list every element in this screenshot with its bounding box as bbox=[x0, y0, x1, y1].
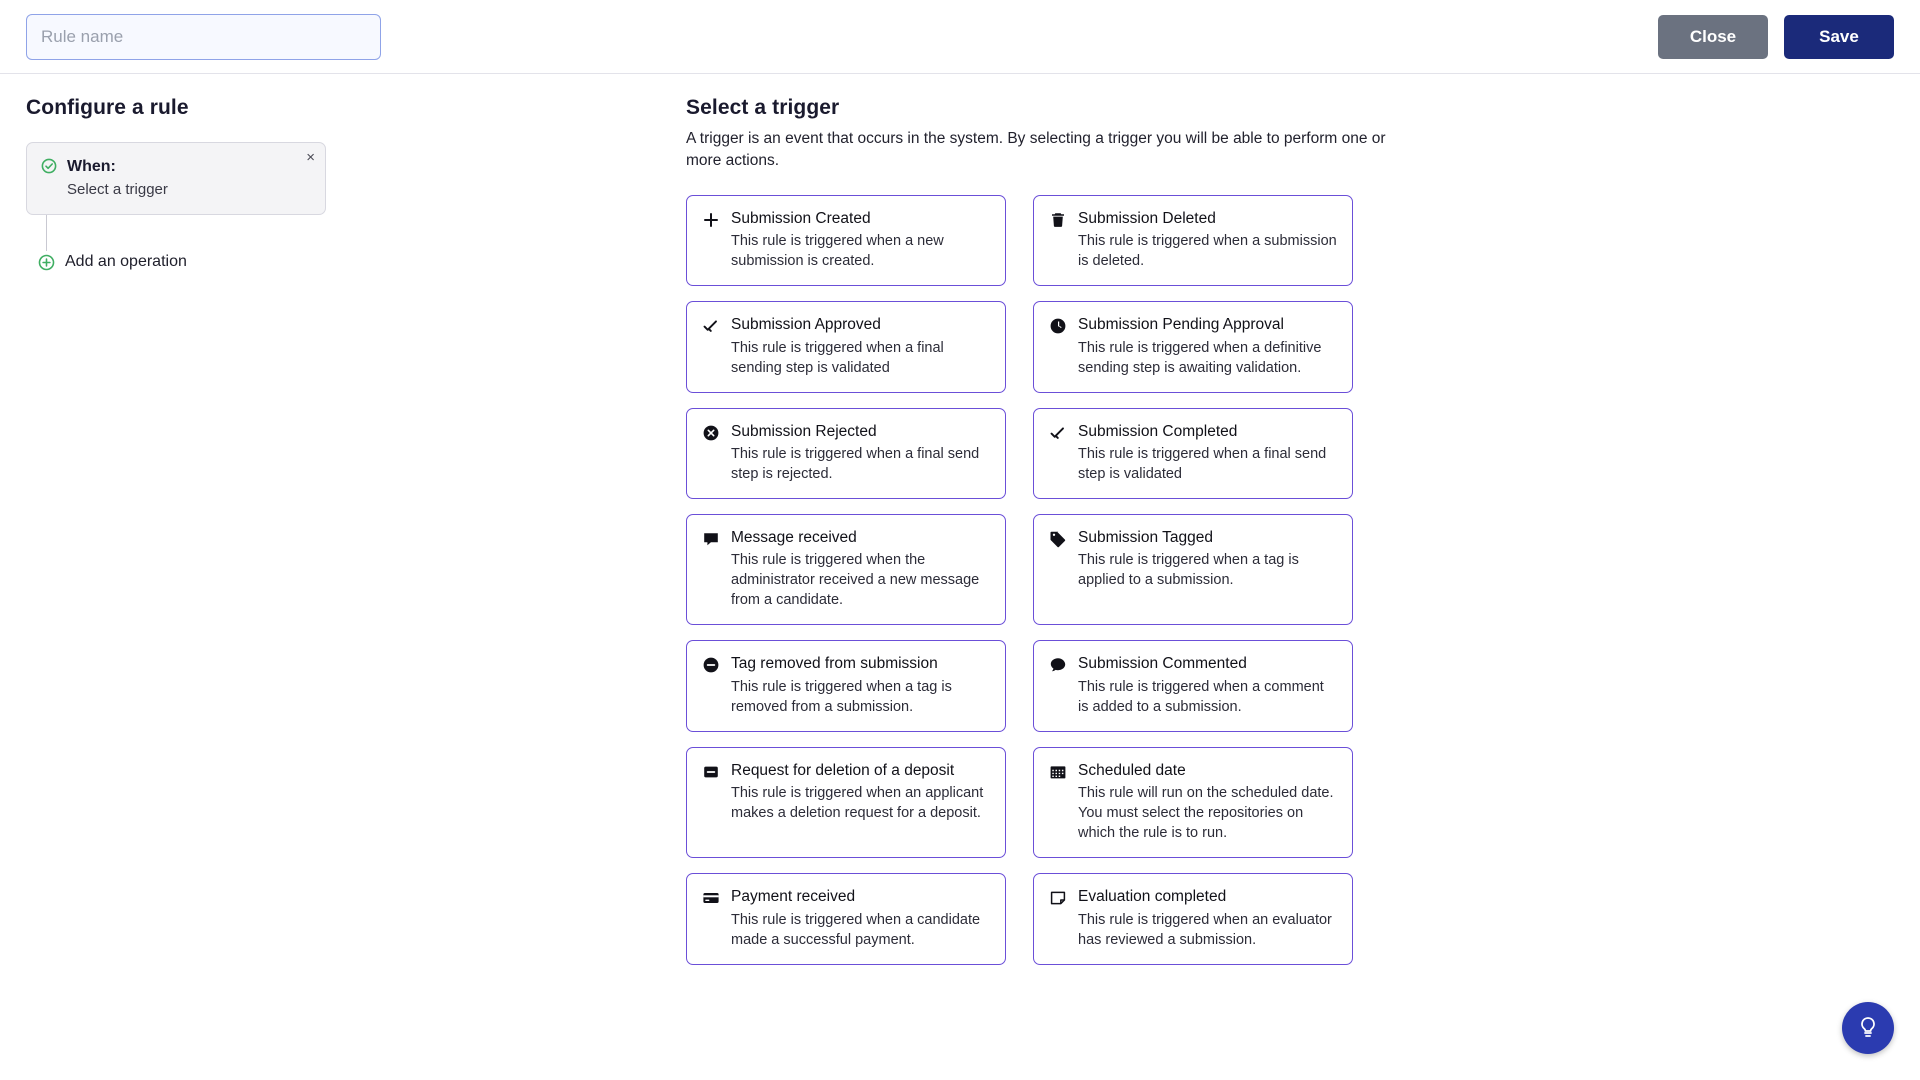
circle-x-icon bbox=[702, 424, 720, 442]
trigger-title: Submission Created bbox=[731, 209, 871, 227]
comment-icon bbox=[702, 530, 720, 548]
when-trigger-card[interactable] bbox=[26, 142, 326, 215]
trigger-body: This rule is triggered when a definitive sending step is awaiting validation. bbox=[1078, 339, 1322, 376]
note-icon bbox=[1049, 889, 1067, 907]
configure-rule-title: Configure a rule bbox=[26, 96, 189, 119]
close-button[interactable]: Close bbox=[1658, 15, 1768, 59]
trigger-title: Submission Rejected bbox=[731, 422, 877, 440]
credit-card-icon bbox=[702, 889, 720, 907]
save-button[interactable]: Save bbox=[1784, 15, 1894, 59]
trigger-body: This rule is triggered when a submission is deleted. bbox=[1078, 233, 1337, 270]
top-toolbar bbox=[0, 0, 1920, 74]
check-double-icon bbox=[1049, 424, 1067, 442]
when-label: When: bbox=[67, 158, 116, 175]
trigger-body: This rule is triggered when a tag is applied to a submission. bbox=[1078, 552, 1299, 589]
trigger-card-scheduled-date[interactable] bbox=[1033, 747, 1353, 858]
trigger-body: This rule is triggered when a comment is added to a submission. bbox=[1078, 678, 1324, 715]
tag-icon bbox=[1049, 530, 1067, 548]
trigger-card-evaluation-completed[interactable] bbox=[1033, 873, 1353, 964]
trigger-body: This rule is triggered when the administrator received a new message from a candidate. bbox=[731, 552, 980, 609]
trigger-card-payment-received[interactable] bbox=[686, 873, 1006, 964]
check-circle-icon bbox=[41, 158, 57, 174]
trigger-body: This rule is triggered when a final sending step is validated bbox=[731, 339, 944, 376]
trigger-card-submission-approved[interactable] bbox=[686, 301, 1006, 392]
trigger-title: Submission Tagged bbox=[1078, 529, 1213, 547]
trigger-title: Message received bbox=[731, 529, 857, 547]
check-double-icon bbox=[702, 317, 720, 335]
lightbulb-icon bbox=[1856, 1015, 1880, 1042]
trigger-card-submission-completed[interactable] bbox=[1033, 408, 1353, 499]
trigger-card-submission-tagged[interactable] bbox=[1033, 514, 1353, 625]
trigger-card-message-received[interactable] bbox=[686, 514, 1006, 625]
trash-icon bbox=[1049, 211, 1067, 229]
trigger-title: Scheduled date bbox=[1078, 761, 1186, 779]
trigger-body: This rule is triggered when an evaluator has reviewed a submission. bbox=[1078, 911, 1332, 948]
trigger-title: Submission Deleted bbox=[1078, 209, 1216, 227]
trigger-card-submission-commented[interactable] bbox=[1033, 640, 1353, 731]
toolbar-actions bbox=[1658, 0, 1894, 74]
calendar-icon bbox=[1049, 763, 1067, 781]
when-sublabel: Select a trigger bbox=[67, 181, 168, 199]
trigger-body: This rule is triggered when a new submission is created. bbox=[731, 233, 944, 270]
minus-square-icon bbox=[702, 763, 720, 781]
add-operation-label: Add an operation bbox=[65, 253, 187, 271]
circle-minus-icon bbox=[702, 656, 720, 674]
trigger-card-submission-created[interactable] bbox=[686, 195, 1006, 286]
trigger-card-submission-pending-approval[interactable] bbox=[1033, 301, 1353, 392]
trigger-title: Request for deletion of a deposit bbox=[731, 761, 955, 779]
flow-connector bbox=[46, 215, 47, 251]
trigger-body: This rule is triggered when a final send step is validated bbox=[1078, 446, 1327, 483]
clock-icon bbox=[1049, 317, 1067, 335]
configure-rule-pane bbox=[26, 96, 686, 965]
trigger-title: Submission Completed bbox=[1078, 422, 1238, 440]
select-trigger-title: Select a trigger bbox=[686, 96, 840, 119]
plus-circle-icon bbox=[38, 254, 55, 271]
trigger-grid bbox=[686, 195, 1366, 965]
trigger-card-deposit-deletion-request[interactable] bbox=[686, 747, 1006, 858]
trigger-body: This rule is triggered when a tag is removed from a submission. bbox=[731, 678, 952, 715]
trigger-body: This rule is triggered when an applicant makes a deletion request for a deposit. bbox=[731, 785, 984, 822]
rule-name-input[interactable] bbox=[26, 14, 381, 60]
select-trigger-pane bbox=[686, 96, 1894, 965]
comment-dots-icon bbox=[1049, 656, 1067, 674]
help-lightbulb-button[interactable] bbox=[1842, 1002, 1894, 1054]
trigger-body: This rule will run on the scheduled date. You must select the repositories on which the rule is to run. bbox=[1078, 785, 1334, 842]
trigger-title: Submission Commented bbox=[1078, 655, 1247, 673]
main-content bbox=[0, 74, 1920, 965]
trigger-title: Payment received bbox=[731, 888, 856, 906]
plus-icon bbox=[702, 211, 720, 229]
select-trigger-description: A trigger is an event that occurs in the system. By selecting a trigger you will be able to perform one or more actions. bbox=[686, 130, 1386, 170]
trigger-title: Submission Approved bbox=[731, 316, 881, 334]
trigger-title: Evaluation completed bbox=[1078, 888, 1227, 906]
trigger-body: This rule is triggered when a candidate made a successful payment. bbox=[731, 911, 981, 948]
add-operation-button[interactable] bbox=[38, 253, 686, 271]
trigger-card-submission-deleted[interactable] bbox=[1033, 195, 1353, 286]
trigger-body: This rule is triggered when a final send step is rejected. bbox=[731, 446, 980, 483]
remove-when-card-button[interactable]: × bbox=[306, 149, 315, 166]
trigger-card-submission-rejected[interactable] bbox=[686, 408, 1006, 499]
trigger-title: Submission Pending Approval bbox=[1078, 316, 1284, 334]
trigger-title: Tag removed from submission bbox=[731, 655, 938, 673]
trigger-card-tag-removed[interactable] bbox=[686, 640, 1006, 731]
